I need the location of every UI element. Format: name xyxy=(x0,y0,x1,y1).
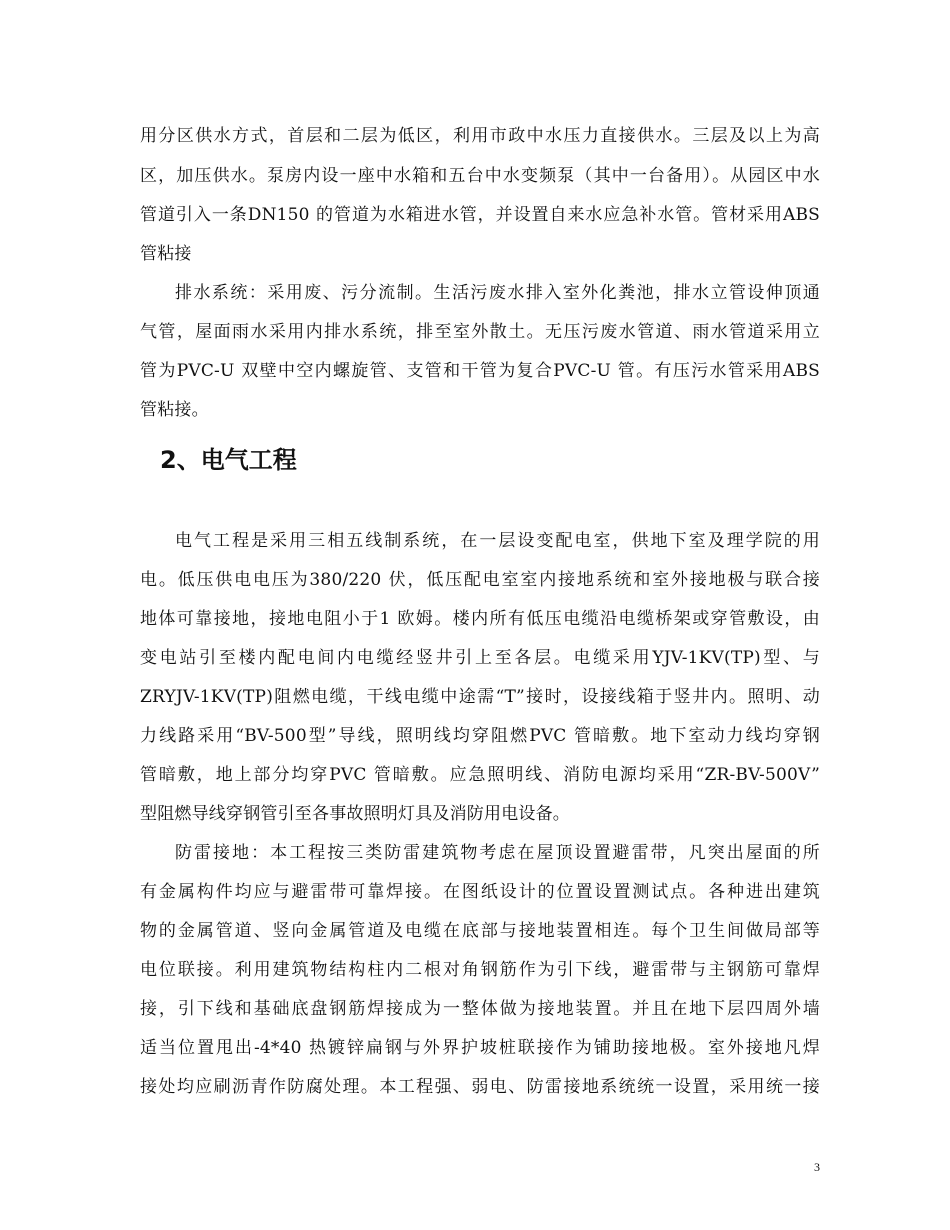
paragraph-line: 有金属构件均应与避雷带可靠焊接。在图纸设计的位置设置测试点。各种进出建筑 xyxy=(140,882,820,902)
paragraph-line: 变电站引至楼内配电间内电缆经竖井引上至各层。电缆采用YJV-1KV(TP)型、与 xyxy=(140,648,820,668)
paragraph-line: 物的金属管道、竖向金属管道及电缆在底部与接地装置相连。每个卫生间做局部等 xyxy=(140,921,820,941)
paragraph-line: ZRYJV-1KV(TP)阻燃电缆，干线电缆中途需“T”接时，设接线箱于竖井内。照明、动 xyxy=(140,687,820,707)
paragraph-line: 防雷接地：本工程按三类防雷建筑物考虑在屋顶设置避雷带，凡突出屋面的所 xyxy=(175,843,820,863)
paragraph-line: 电位联接。利用建筑物结构柱内二根对角钢筋作为引下线，避雷带与主钢筋可靠焊 xyxy=(140,960,820,980)
paragraph-line: 电气工程是采用三相五线制系统，在一层设变配电室，供地下室及理学院的用 xyxy=(175,531,820,551)
paragraph-line: 管暗敷，地上部分均穿PVC 管暗敷。应急照明线、消防电源均采用“ZR-BV-500V” xyxy=(140,765,820,785)
paragraph-line: 电。低压供电电压为380/220 伏，低压配电室室内接地系统和室外接地极与联合接 xyxy=(140,570,820,590)
paragraph-line: 地体可靠接地，接地电阻小于1 欧姆。楼内所有低压电缆沿电缆桥架或穿管敷设，由 xyxy=(140,609,820,629)
page-number: 3 xyxy=(814,1160,820,1174)
paragraph-line: 力线路采用“BV-500型”导线，照明线均穿阻燃PVC 管暗敷。地下室动力线均穿钢 xyxy=(140,726,820,746)
paragraph-line: 型阻燃导线穿钢管引至各事故照明灯具及消防用电设备。 xyxy=(140,804,570,824)
paragraph-line: 接，引下线和基础底盘钢筋焊接成为一整体做为接地装置。并且在地下层四周外墙 xyxy=(140,999,820,1019)
paragraph-line: 管为PVC-U 双壁中空内螺旋管、支管和干管为复合PVC-U 管。有压污水管采用ABS xyxy=(140,361,820,381)
paragraph-line: 管粘接。 xyxy=(140,400,209,420)
paragraph-line: 用分区供水方式，首层和二层为低区，利用市政中水压力直接供水。三层及以上为高 xyxy=(140,126,820,146)
paragraph-line: 适当位置甩出-4*40 热镀锌扁钢与外界护坡桩联接作为铺助接地极。室外接地凡焊 xyxy=(140,1038,820,1058)
paragraph-line: 气管，屋面雨水采用内排水系统，排至室外散土。无压污废水管道、雨水管道采用立 xyxy=(140,322,820,342)
paragraph-line: 排水系统：采用废、污分流制。生活污废水排入室外化粪池，排水立管设伸顶通 xyxy=(175,283,820,303)
paragraph-line: 区，加压供水。泵房内设一座中水箱和五台中水变频泵（其中一台备用）。从园区中水 xyxy=(140,166,820,186)
paragraph-line: 管粘接 xyxy=(140,244,192,264)
paragraph-line: 管道引入一条DN150 的管道为水箱进水管，并设置自来水应急补水管。管材采用ABS xyxy=(140,205,820,225)
section-heading: 2、电气工程 xyxy=(160,446,297,474)
paragraph-line: 接处均应刷沥青作防腐处理。本工程强、弱电、防雷接地系统统一设置，采用统一接 xyxy=(140,1077,820,1097)
